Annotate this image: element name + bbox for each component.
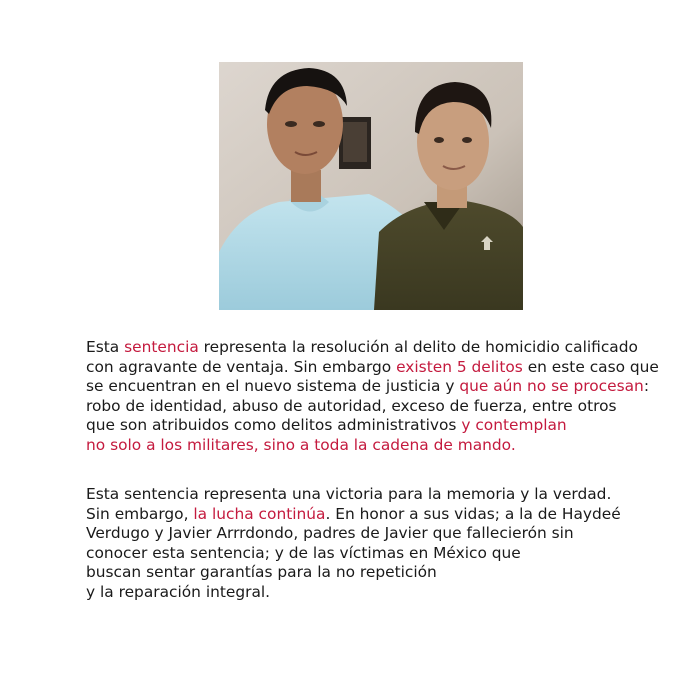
highlighted-text: no solo a los militares, sino a toda la cadena de mando.: [86, 435, 516, 454]
text-line: [86, 397, 617, 415]
text-line: [86, 563, 437, 581]
body-text: y la reparación integral.: [86, 582, 271, 601]
text-line: [86, 524, 574, 542]
highlighted-text: la lucha continúa: [193, 504, 326, 523]
body-text: robo de identidad, abuso de autoridad, exceso de fuerza, entre otros: [86, 396, 617, 415]
highlighted-text: y contemplan: [461, 416, 567, 435]
body-text: buscan sentar garantías para la no repetición: [86, 563, 437, 582]
text-line: [86, 436, 516, 454]
body-text: Esta sentencia representa una victoria para la memoria y la verdad.: [86, 485, 612, 503]
text-line: [86, 377, 649, 395]
text-line: [86, 358, 659, 376]
highlighted-text: sentencia: [124, 338, 199, 356]
body-text: en este caso que: [522, 357, 659, 376]
body-text: Esta: [86, 338, 125, 356]
highlighted-text: que aún no se procesan: [459, 377, 644, 396]
body-text: representa la resolución al delito de homicidio calificado: [198, 338, 638, 356]
text-line: [86, 338, 638, 356]
text-line: [86, 505, 621, 523]
paragraph-sentencia: [86, 338, 659, 456]
text-line: [86, 485, 611, 503]
text-line: [86, 416, 567, 434]
text-line: [86, 544, 521, 562]
portrait-photo: [219, 62, 523, 310]
body-text: . En honor a sus vidas; a la de Haydeé: [325, 504, 621, 523]
body-text: se encuentran en el nuevo sistema de justicia y: [86, 377, 460, 396]
paragraph-victoria: [86, 485, 621, 603]
body-text: que son atribuidos como delitos administrativos: [86, 416, 462, 435]
body-text: conocer esta sentencia; y de las víctimas en México que: [86, 543, 521, 562]
body-text: con agravante de ventaja. Sin embargo: [86, 357, 397, 376]
body-text: Sin embargo,: [86, 504, 194, 523]
body-text: :: [643, 377, 649, 396]
body-text: Verdugo y Javier Arrrdondo, padres de Javier que fallecierón sin: [86, 524, 574, 543]
text-line: [86, 583, 270, 601]
highlighted-text: existen 5 delitos: [396, 357, 523, 376]
